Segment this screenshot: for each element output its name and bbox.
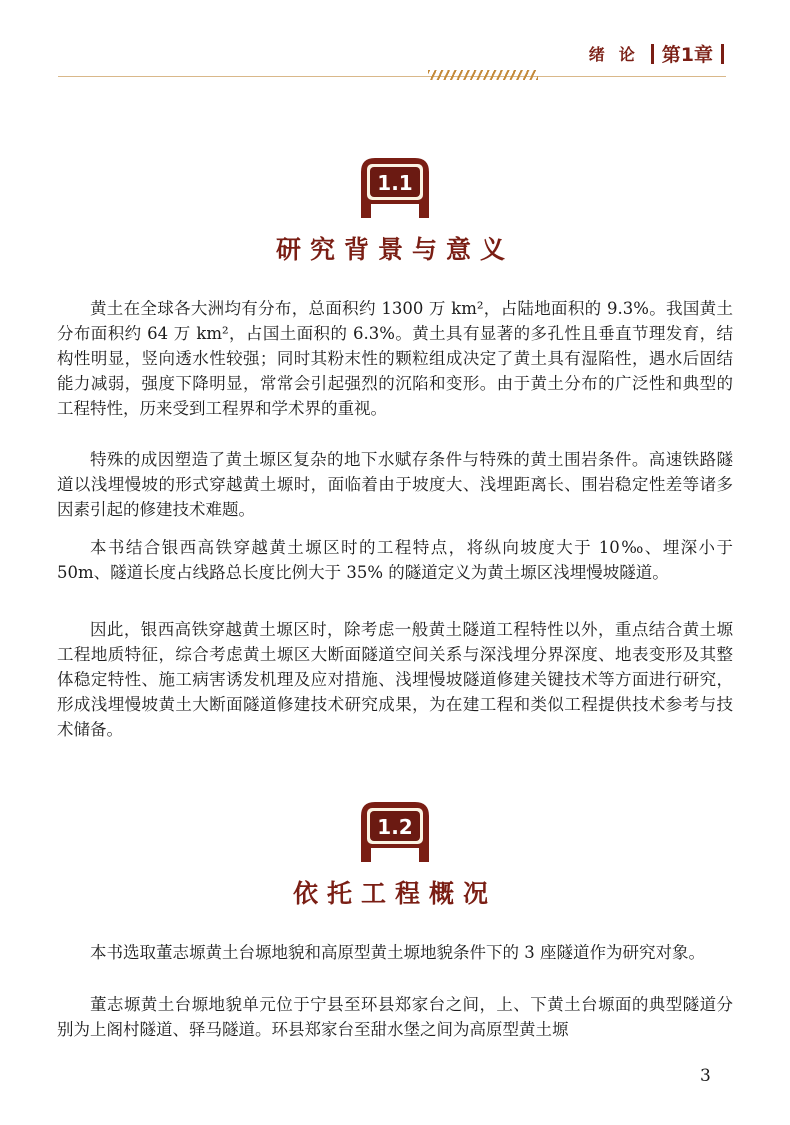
header-end-bar	[721, 44, 724, 64]
section-heading-1-1	[0, 156, 790, 266]
svg-text:1.1: 1.1	[377, 171, 413, 195]
paragraph: 本书选取董志塬黄土台塬地貌和高原型黄土塬地貌条件下的 3 座隧道作为研究对象。	[90, 943, 705, 962]
svg-text:1.2: 1.2	[377, 815, 413, 839]
section-badge-icon	[355, 156, 435, 220]
chapter-title: 绪论	[588, 45, 649, 64]
header-divider	[651, 44, 654, 64]
chapter-number: 第1章	[661, 44, 713, 66]
header-hatch-ornament	[428, 70, 538, 80]
section-heading-1-2	[0, 800, 790, 910]
paragraph: 本书结合银西高铁穿越黄土塬区时的工程特点，将纵向坡度大于 10‰、埋深小于 50m、隧道长度占线路总长度比例大于 35% 的隧道定义为黄土塬区浅埋慢坡隧道。	[57, 538, 733, 582]
header-rule	[58, 76, 726, 77]
section-badge-icon	[355, 800, 435, 864]
paragraph: 特殊的成因塑造了黄土塬区复杂的地下水赋存条件与特殊的黄土围岩条件。高速铁路隧道以浅埋慢坡的形式穿越黄土塬时，面临着由于坡度大、浅埋距离长、围岩稳定性差等诸多因素引起的修建技术难题。	[57, 450, 733, 519]
section-title: 依托工程概况	[292, 879, 497, 908]
section-title: 研究背景与意义	[275, 235, 514, 264]
running-header	[589, 40, 724, 67]
page-number: 3	[700, 1066, 711, 1086]
paragraph: 董志塬黄土台塬地貌单元位于宁县至环县郑家台之间，上、下黄土台塬面的典型隧道分别为上阁村隧道、驿马隧道。环县郑家台至甜水堡之间为高原型黄土塬	[57, 995, 733, 1039]
paragraph: 黄土在全球各大洲均有分布，总面积约 1300 万 km²，占陆地面积的 9.3%。我国黄土分布面积约 64 万 km²，占国土面积的 6.3%。黄土具有显著的多孔性且垂直节理发育，结构性明显，竖向透水性较强；同时其粉末性的颗粒组成决定了黄土具有湿陷性，遇水后固结能力减弱，强度下降明显，常常会引起强烈的沉陷和变形。由于黄土分布的广泛性和典型的工程特性，历来受到工程界和学术界的重视。	[57, 299, 733, 418]
paragraph: 因此，银西高铁穿越黄土塬区时，除考虑一般黄土隧道工程特性以外，重点结合黄土塬工程地质特征，综合考虑黄土塬区大断面隧道空间关系与深浅埋分界深度、地表变形及其整体稳定特性、施工病害诱发机理及应对措施、浅埋慢坡隧道修建关键技术等方面进行研究，形成浅埋慢坡黄土大断面隧道修建技术研究成果，为在建工程和类似工程提供技术参考与技术储备。	[57, 620, 733, 739]
